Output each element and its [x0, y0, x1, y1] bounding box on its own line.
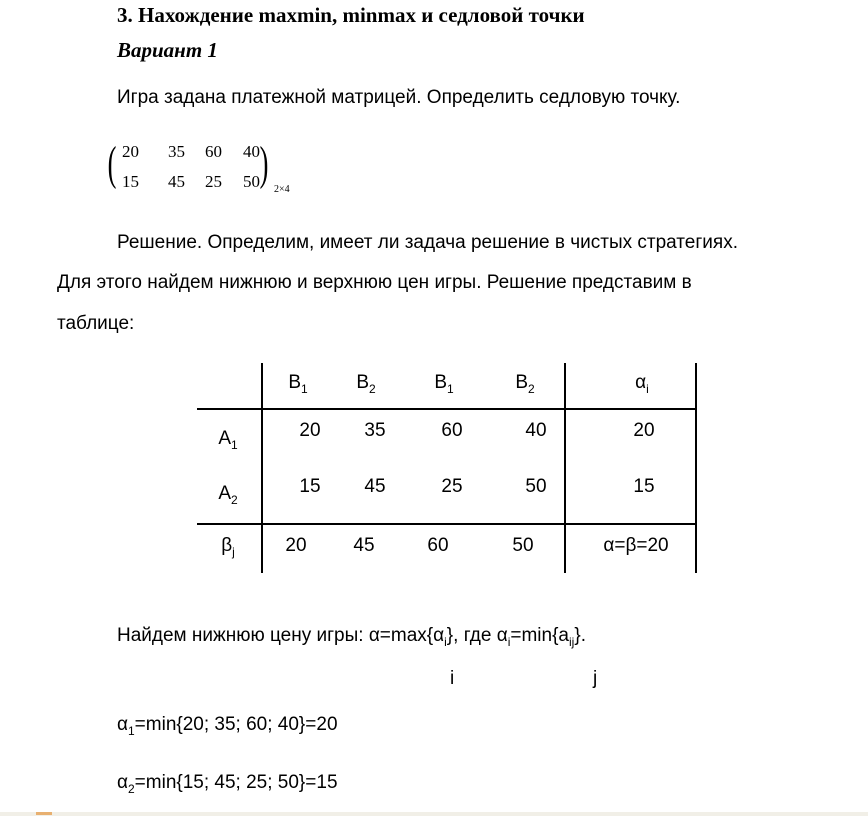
matrix-cell: 50: [243, 172, 260, 191]
variant-title: Вариант 1: [117, 38, 218, 62]
table-cell: 45: [364, 476, 386, 497]
table-cell: 35: [364, 420, 386, 441]
table-cell: 20: [299, 420, 321, 441]
matrix-size: 2×4: [274, 184, 290, 195]
intro-text: Игра задана платежной матрицей. Определить седловую точку.: [117, 87, 681, 108]
table-cell: 15: [299, 476, 321, 497]
header-cell: $B_2$: [515, 372, 535, 396]
matrix-cell: 60: [205, 142, 222, 161]
beta-label: $\beta_j$: [221, 535, 235, 559]
page-bottom-accent: [36, 812, 52, 815]
beta-cell: 20: [285, 535, 307, 556]
lower-price-text: Найдем нижнюю цену игры: $\alpha=\max\{\alpha_i\}$, где $\alpha_i=\min\{a_{ij}\}$.: [117, 625, 586, 649]
index-j: j: [593, 668, 598, 689]
row-label: $A_2$: [218, 483, 238, 507]
section-heading: 3. Нахождение maxmin, minmax и седловой точки: [117, 3, 585, 27]
matrix-cell: 25: [205, 172, 222, 191]
beta-cell: 50: [512, 535, 534, 556]
alpha-cell: 20: [633, 420, 655, 441]
saddle-result: α=β=20: [603, 535, 669, 556]
right-paren: ): [259, 137, 269, 190]
index-i: i: [450, 668, 455, 689]
alpha-2-line: $\alpha_2=\min\{15$; 45; 25; 50}=15: [117, 772, 338, 796]
page-bottom-rule: [0, 812, 868, 816]
table-cell: 50: [525, 476, 547, 497]
payoff-matrix: [107, 136, 312, 198]
matrix-cell: 15: [122, 172, 139, 191]
header-cell-alpha: $\alpha_i$: [635, 372, 649, 396]
left-paren: (: [107, 137, 117, 190]
beta-cell: 45: [353, 535, 375, 556]
table-divider: [564, 363, 566, 573]
table-cell: 25: [441, 476, 463, 497]
table-divider: [695, 363, 697, 573]
header-cell: $B_1$: [434, 372, 454, 396]
solution-line-1: Решение. Определим, имеет ли задача решение в чистых стратегиях.: [117, 232, 738, 253]
header-cell: $B_2$: [356, 372, 376, 396]
table-divider: [197, 408, 697, 410]
row-label: $A_1$: [218, 428, 238, 452]
matrix-cell: 35: [168, 142, 185, 161]
solution-line-2: Для этого найдем нижнюю и верхнюю цен игры. Решение представим в: [57, 272, 692, 293]
matrix-cell: 40: [243, 142, 260, 161]
alpha-1-line: $\alpha_1=\min\{20$; 35; 60; 40}=20: [117, 714, 338, 738]
table-cell: 40: [525, 420, 547, 441]
solution-line-3: таблице:: [57, 313, 135, 334]
table-cell: 60: [441, 420, 463, 441]
matrix-cell: 45: [168, 172, 185, 191]
table-divider: [197, 523, 697, 525]
alpha-cell: 15: [633, 476, 655, 497]
header-cell: $B_1$: [288, 372, 308, 396]
beta-cell: 60: [427, 535, 449, 556]
matrix-cell: 20: [122, 142, 139, 161]
table-divider: [261, 363, 263, 573]
